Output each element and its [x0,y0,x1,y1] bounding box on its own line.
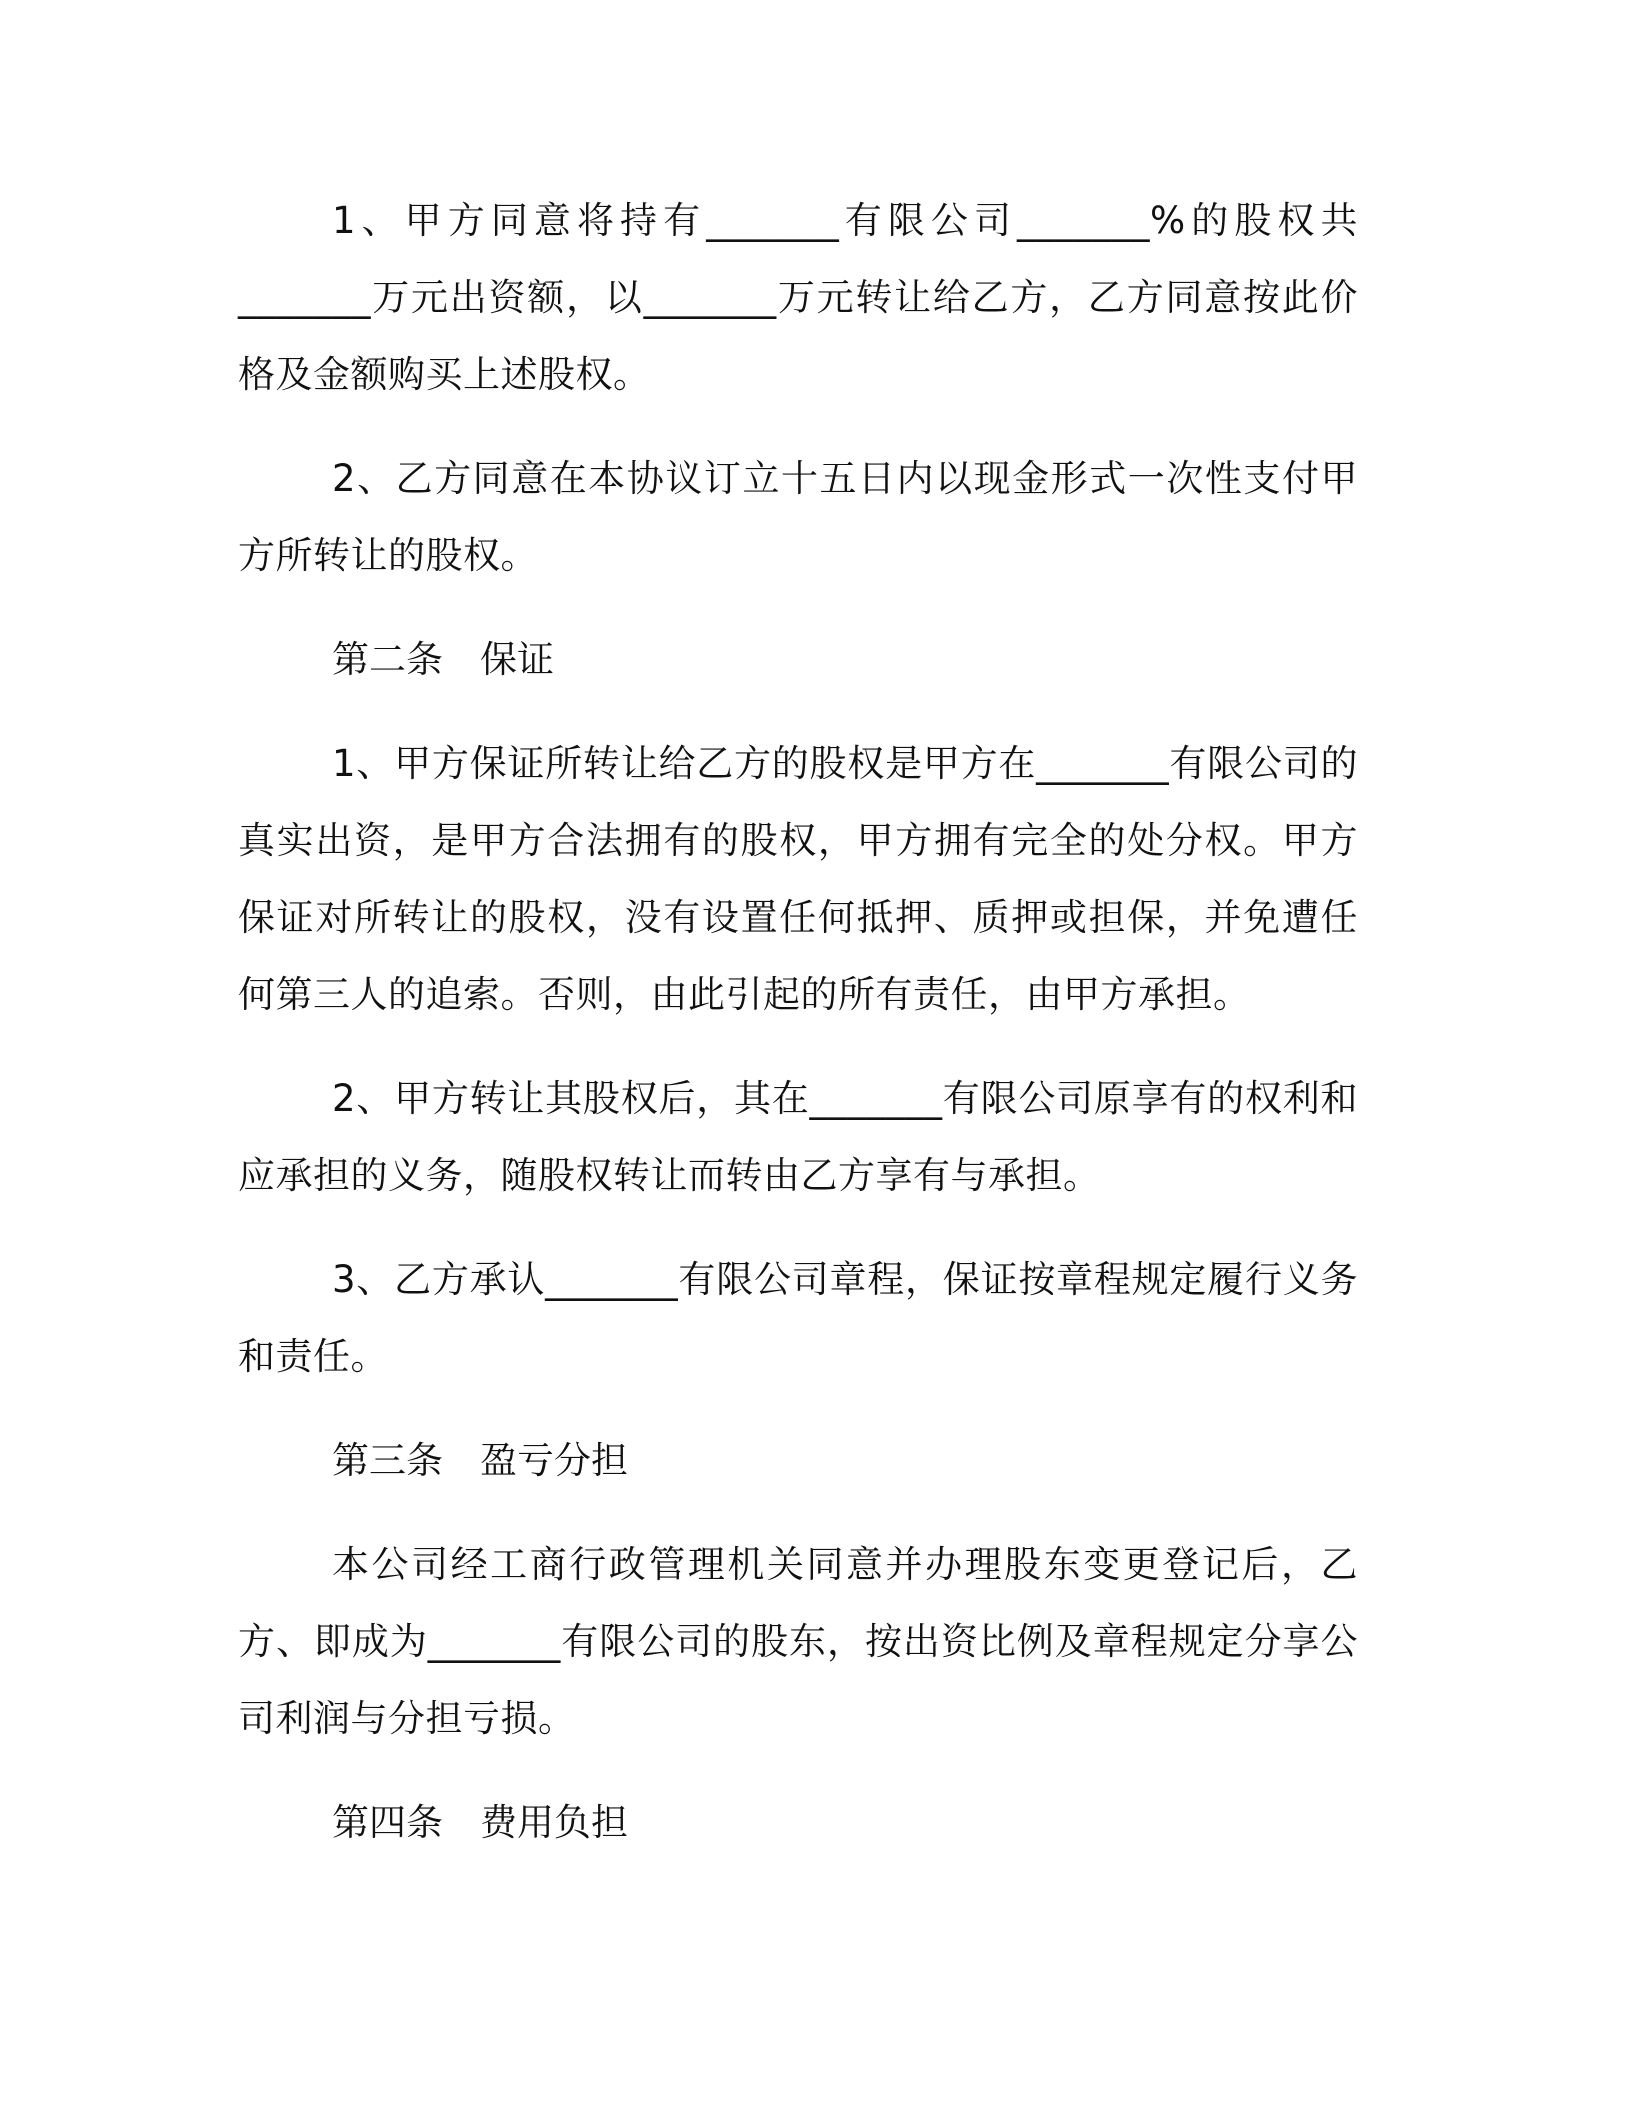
clause-1-1: 1、甲方同意将持有_______有限公司_______%的股权共_______万元出资额，以_______万元转让给乙方，乙方同意按此价格及金额购买上述股权。 [238,199,1358,396]
document-body [238,182,1358,1861]
article-3-heading: 第三条 盈亏分担 [332,1439,628,1482]
clause-2-2: 2、甲方转让其股权后，其在_______有限公司原享有的权利和应承担的义务，随股权转让而转由乙方享有与承担。 [238,1077,1358,1197]
clause-2-1: 1、甲方保证所转让给乙方的股权是甲方在_______有限公司的真实出资，是甲方合法拥有的股权，甲方拥有完全的处分权。甲方保证对所转让的股权，没有设置任何抵押、质押或担保，并免遭任何第三人的追索。否则，由此引起的所有责任，由甲方承担。 [238,742,1358,1016]
article-2-heading: 第二条 保证 [332,638,554,681]
clause-1-2: 2、乙方同意在本协议订立十五日内以现金形式一次性支付甲方所转让的股权。 [238,457,1358,577]
clause-2-3: 3、乙方承认_______有限公司章程，保证按章程规定履行义务和责任。 [238,1258,1358,1378]
clause-3-body: 本公司经工商行政管理机关同意并办理股东变更登记后，乙方、即成为_______有限公司的股东，按出资比例及章程规定分享公司利润与分担亏损。 [238,1543,1358,1740]
article-4-heading: 第四条 费用负担 [332,1801,628,1844]
